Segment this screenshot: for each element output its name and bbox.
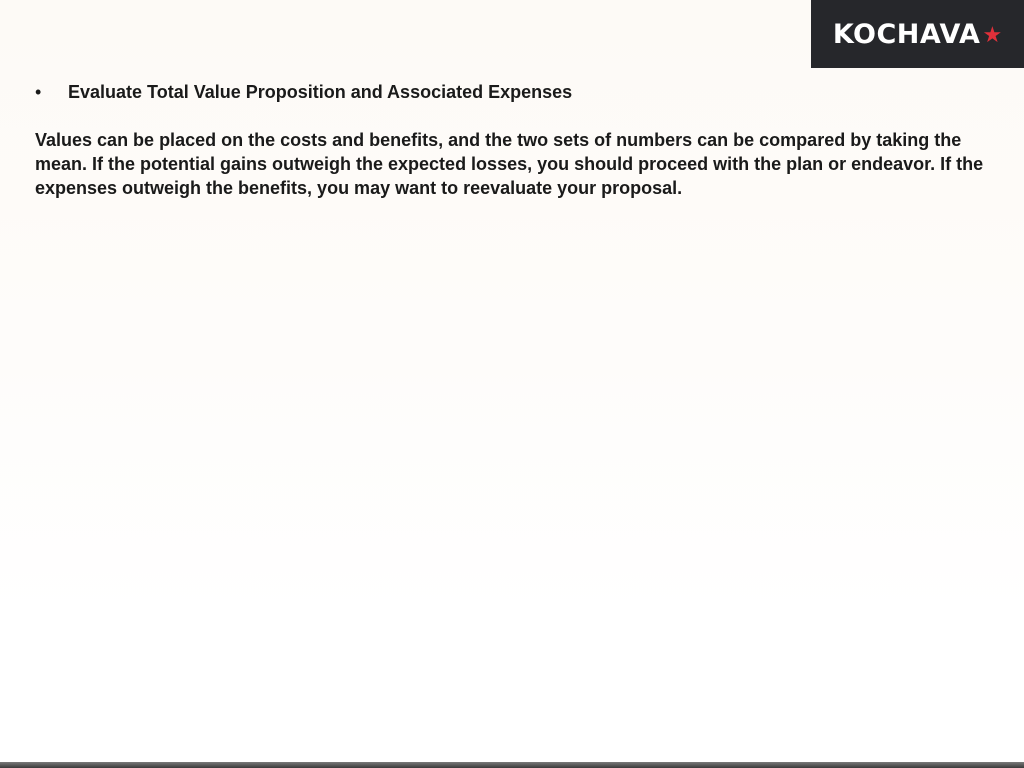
bullet-heading [35,80,1015,104]
slide-content [35,80,1015,200]
star-icon: ★ [982,22,1003,47]
heading-text: Evaluate Total Value Proposition and Associated Expenses [68,82,573,102]
logo-text: KOCHAVA [832,18,981,50]
bullet-icon: • [35,82,42,102]
kochava-logo [811,0,1024,68]
body-paragraph: Values can be placed on the costs and benefits, and the two sets of numbers can be compared by taking the mean. If the potential gains outweigh the expected losses, you should proceed with the plan or endeavor. If the expenses outweigh the benefits, you may want to reevaluate your proposal. [35,130,984,198]
bottom-divider [0,762,1024,768]
